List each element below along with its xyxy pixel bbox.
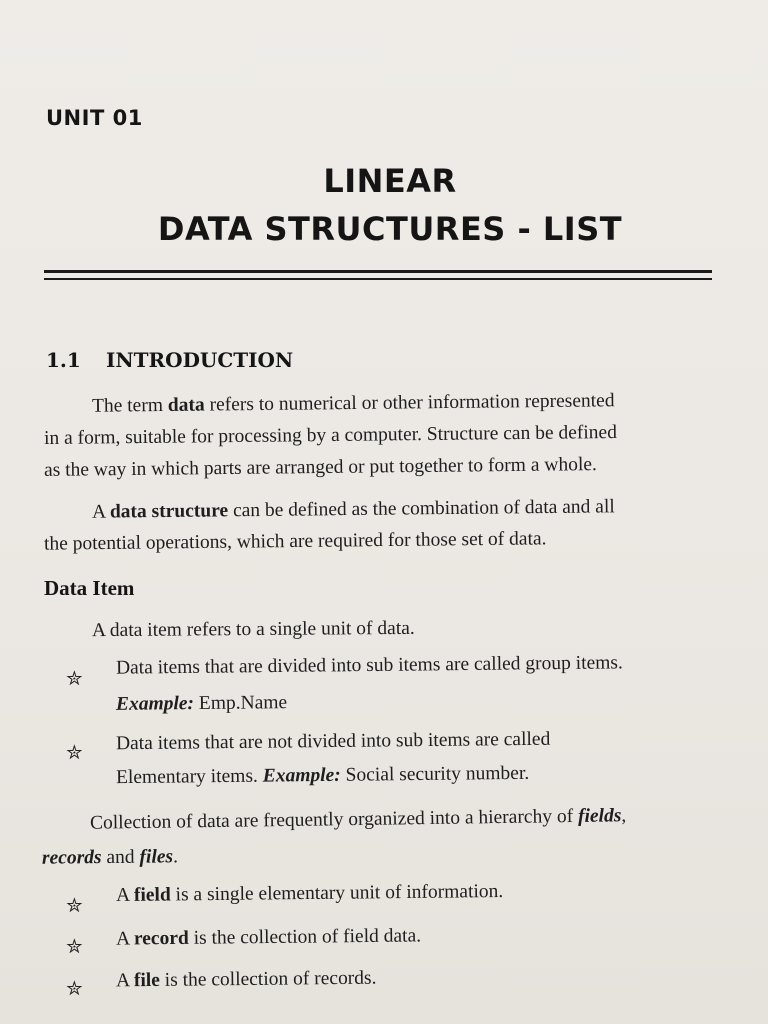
example-value: Social security number. bbox=[340, 762, 530, 786]
intro-paragraph-2-line-2: the potential operations, which are required for those set of data. bbox=[43, 528, 547, 555]
bullet-file-definition bbox=[116, 967, 377, 993]
chapter-title-line-2: DATA STRUCTURES - LIST bbox=[157, 210, 623, 248]
term-field: field bbox=[133, 884, 171, 906]
star-bullet-icon: ✮ bbox=[66, 976, 83, 1000]
text-run: refers to numerical or other information represented bbox=[204, 390, 615, 416]
hierarchy-paragraph-line-2 bbox=[42, 845, 178, 870]
intro-paragraph-1-line-1 bbox=[92, 389, 615, 418]
text-run: The term bbox=[91, 394, 168, 417]
star-bullet-icon: ✮ bbox=[66, 934, 83, 958]
example-label: Example: bbox=[115, 693, 195, 715]
bullet-elementary-items-line-2 bbox=[116, 762, 529, 790]
text-run: A bbox=[91, 501, 111, 523]
data-item-heading: Data Item bbox=[44, 576, 135, 600]
text-run: is the collection of records. bbox=[159, 967, 377, 991]
bullet-field-definition bbox=[116, 880, 503, 907]
star-bullet-icon: ✮ bbox=[66, 666, 83, 690]
text-run: is the collection of field data. bbox=[188, 925, 422, 949]
section-heading bbox=[46, 348, 293, 372]
intro-paragraph-1-line-3: as the way in which parts are arranged or put together to form a whole. bbox=[43, 454, 597, 481]
text-run: Elementary items. bbox=[115, 765, 263, 789]
bullet-group-items-line-1: Data items that are divided into sub items are called group items. bbox=[115, 652, 623, 679]
text-run: and bbox=[101, 846, 140, 869]
bullet-group-items-example bbox=[116, 691, 287, 716]
text-run: A bbox=[115, 884, 135, 907]
example-value: Emp.Name bbox=[193, 692, 288, 715]
term-records: records bbox=[41, 847, 102, 869]
example-label: Example: bbox=[262, 764, 341, 787]
term-record: record bbox=[133, 927, 189, 950]
chapter-title-line-1: LINEAR bbox=[323, 162, 457, 200]
term-data-structure: data structure bbox=[109, 500, 229, 523]
text-run: A bbox=[115, 928, 135, 950]
data-item-definition: A data item refers to a single unit of data. bbox=[91, 617, 415, 642]
term-data: data bbox=[167, 394, 205, 416]
unit-label: UNIT 01 bbox=[46, 106, 143, 130]
title-rule-thick bbox=[44, 270, 712, 273]
text-run: A bbox=[115, 970, 135, 992]
text-run: , bbox=[621, 805, 627, 827]
bullet-record-definition bbox=[116, 924, 421, 951]
intro-paragraph-1-line-2: in a form, suitable for processing by a computer. Structure can be defined bbox=[43, 422, 617, 449]
section-number: 1.1 bbox=[46, 348, 81, 372]
title-rule-thin bbox=[44, 278, 712, 280]
section-title: INTRODUCTION bbox=[106, 348, 294, 372]
hierarchy-paragraph-line-1 bbox=[90, 804, 627, 835]
text-run: . bbox=[172, 846, 179, 868]
term-fields: fields bbox=[577, 805, 622, 827]
intro-paragraph-2-line-1 bbox=[92, 495, 615, 524]
bullet-elementary-items-line-1: Data items that are not divided into sub items are called bbox=[115, 728, 551, 755]
text-run: Collection of data are frequently organized into a hierarchy of bbox=[89, 805, 579, 834]
star-bullet-icon: ✮ bbox=[66, 893, 83, 917]
text-run: is a single elementary unit of information. bbox=[170, 880, 504, 906]
term-file: file bbox=[133, 969, 160, 992]
star-bullet-icon: ✮ bbox=[66, 740, 83, 764]
term-files: files bbox=[139, 846, 174, 868]
text-run: can be defined as the combination of data and all bbox=[228, 496, 615, 522]
